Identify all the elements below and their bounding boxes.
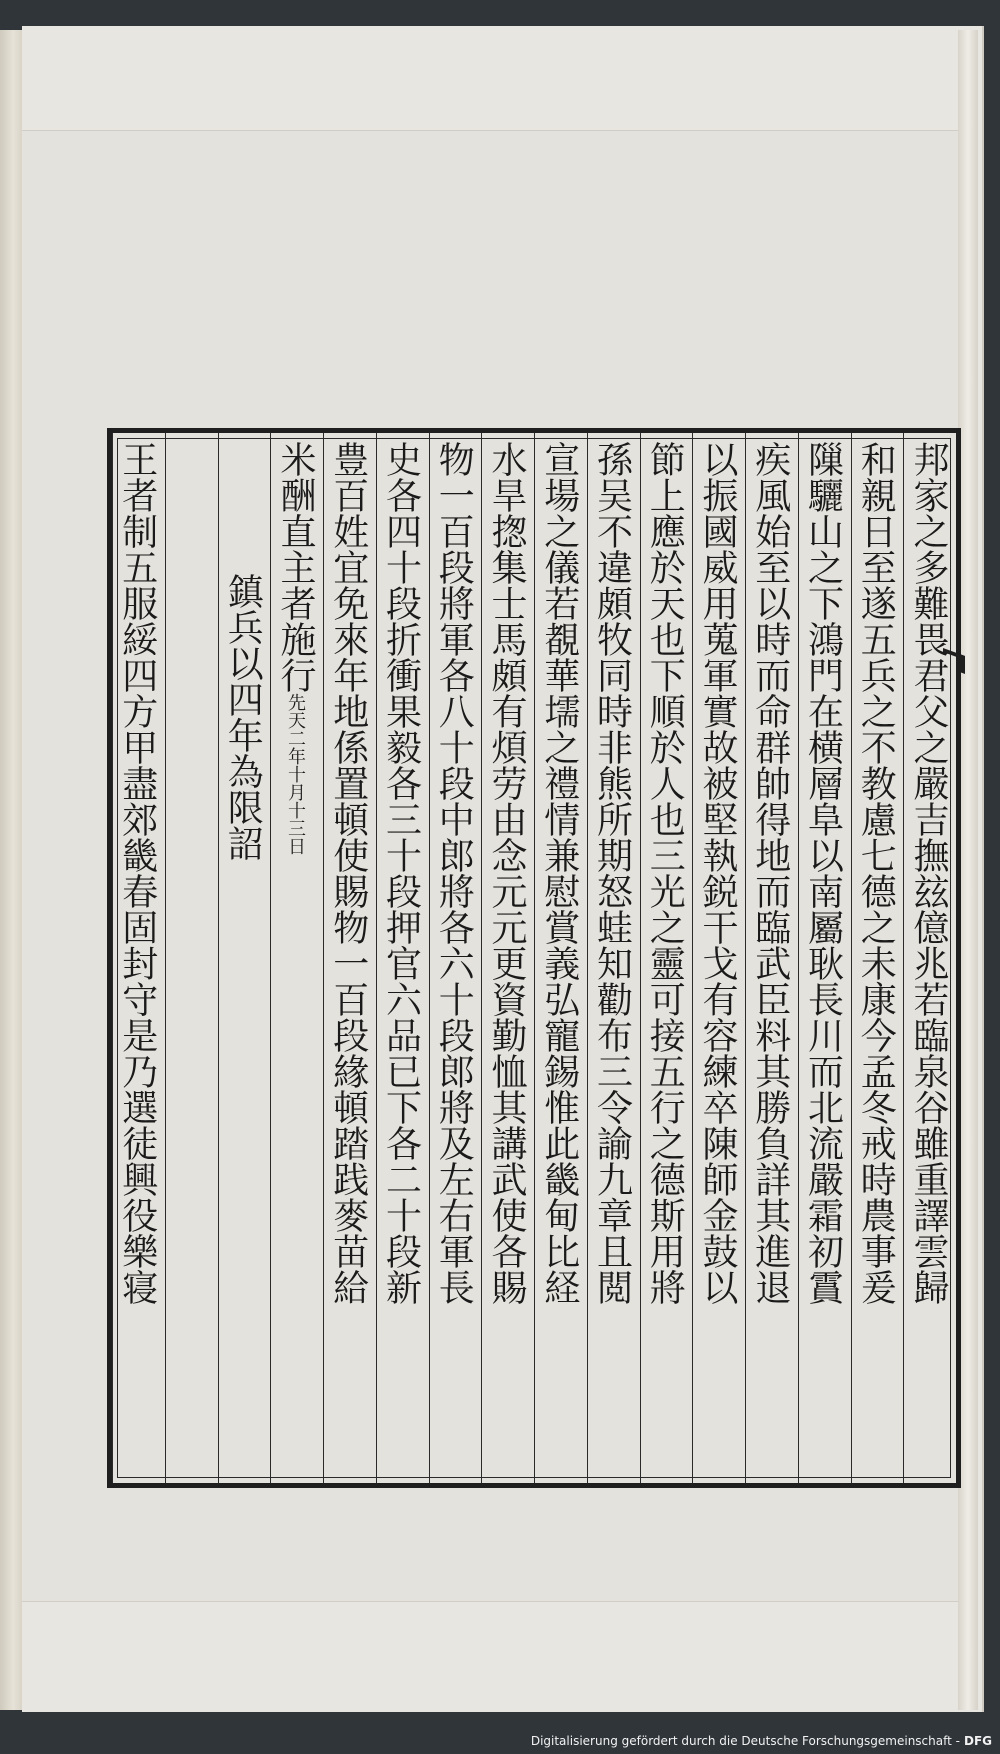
edict-title-column: 鎮兵以四年為限詔 — [218, 433, 271, 1483]
dfg-logo: DFG — [963, 1734, 992, 1748]
text-column: 和親日至遂五兵之不教慮七德之未康今孟冬戒時農事爰 — [851, 433, 904, 1483]
text-column: 水旱揔集士馬頗有煩劳由念元元更資勤恤其講武使各賜 — [481, 433, 534, 1483]
text-column: 隟驪山之下鴻門在横層阜以南屬耿長川而北流嚴霜初霣 — [798, 433, 851, 1483]
right-page-fold — [958, 30, 978, 1710]
text-column: 豊百姓宜免來年地係置頓使賜物一百段緣頓踏践麥苗給 — [323, 433, 376, 1483]
text-column: 物一百段將軍各八十段中郎將各六十段郎將及左右軍長 — [429, 433, 482, 1483]
footer-text: Digitalisierung gefördert durch die Deutsche Forschungsgemeinschaft - — [530, 1734, 960, 1748]
text-column: 邦家之多難畏君父之嚴吉撫玆億兆若臨泉谷雖重譯雲歸 — [903, 433, 956, 1483]
text-column: 節上應於天也下順於人也三光之靈可接五行之德斯用將 — [640, 433, 693, 1483]
text-column: 疾風始至以時而命群帥得地而臨武臣料其勝負詳其進退 — [745, 433, 798, 1483]
text-column: 王者制五服綏四方甲盡郊畿春固封守是乃選徒興役樂寝 — [112, 433, 165, 1483]
text-frame — [107, 428, 961, 1488]
text-column: 宣場之儀若覩華壖之禮情兼慰賞義弘寵錫惟此畿甸比経 — [534, 433, 587, 1483]
text-column: 史各四十段折衝果毅各三十段押官六品已下各二十段新 — [376, 433, 429, 1483]
text-column-with-date — [270, 433, 323, 1483]
text-columns — [112, 433, 956, 1483]
text-column-main: 米酬直主者施行 — [275, 441, 316, 693]
digitization-footer — [531, 1734, 992, 1748]
text-column: 孫吴不違頗牧同時非熊所期怒蛙知勸布三令諭九章且閲 — [587, 433, 640, 1483]
date-note: 先天二年十月十三日 — [285, 693, 306, 855]
blank-column — [165, 433, 218, 1483]
text-column: 以振國威用蒐軍實故被堅執鋭干戈有容練卒陳師金鼓以 — [692, 433, 745, 1483]
left-page-edge — [0, 30, 22, 1710]
